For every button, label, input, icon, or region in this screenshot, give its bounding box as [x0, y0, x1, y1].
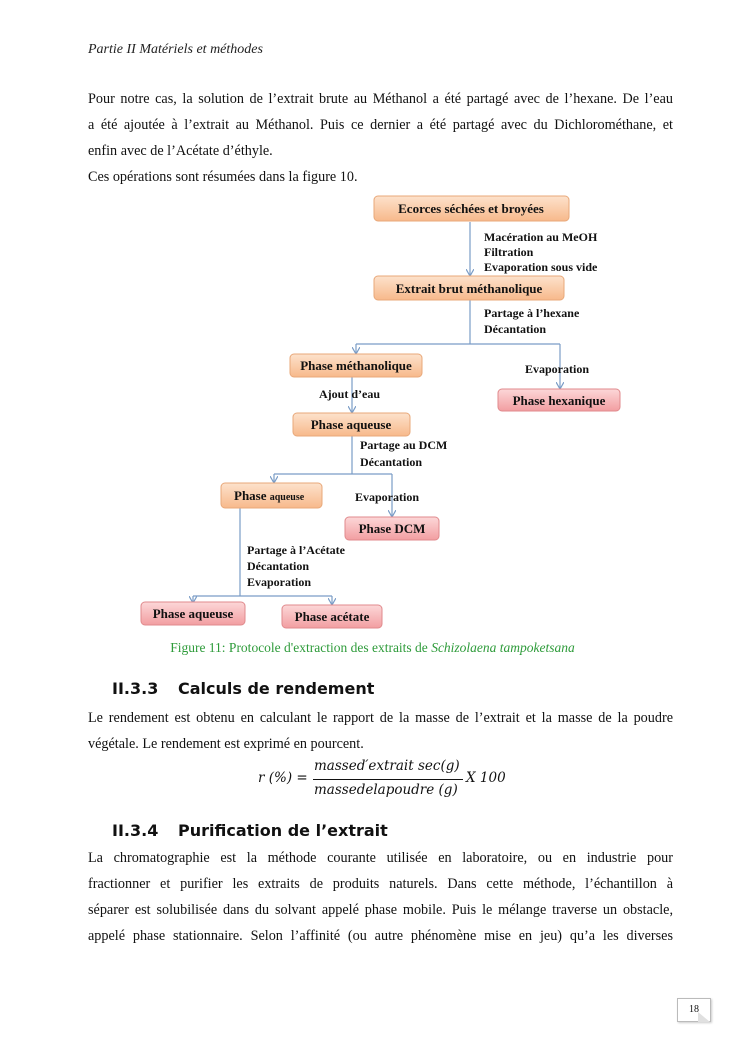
page-number: 18	[677, 998, 711, 1022]
box-phase-aqueuse-3	[141, 602, 245, 625]
label-partage-acetate: Partage à l’Acétate	[247, 543, 345, 557]
purification-line: séparer est solubilisée dans du solvant appelé phase mobile. Puis le mélange traverse un obstacle,	[88, 902, 673, 918]
box-phase-hexanique	[498, 389, 620, 411]
box-phase-aqueuse-2	[221, 483, 322, 508]
running-header: Partie II Matériels et méthodes	[88, 42, 263, 57]
label-maceration: Macération au MeOH	[484, 230, 598, 244]
page-fold-decoration	[698, 1012, 710, 1022]
box-ecorces-label: Ecorces séchées et broyées	[398, 201, 544, 216]
box-extrait-brut-label: Extrait brut méthanolique	[395, 281, 543, 296]
box-phase-methanolique	[290, 354, 422, 377]
rendement-line: végétale. Le rendement est exprimé en pourcent.	[88, 736, 364, 752]
intro-line: Ces opérations sont résumées dans la figure 10.	[88, 169, 358, 185]
purification-line: fractionner et purifier les extraits de produits naturels. Dans cette méthode, l’échantillon à	[88, 876, 673, 892]
box-ecorces	[374, 196, 569, 221]
intro-line: enfin avec de l’Acétate d’éthyle.	[88, 143, 273, 159]
label-evaporation-vide: Evaporation sous vide	[484, 260, 598, 274]
box-phase-acetate	[282, 605, 382, 628]
label-ajout-eau: Ajout d’eau	[319, 387, 381, 401]
box-phase-aqueuse-3-label: Phase aqueuse	[152, 606, 234, 621]
figure-caption-species: Schizolaena tampoketsana	[431, 640, 575, 655]
section-number: II.3.4	[112, 821, 159, 840]
section-title: Calculs de rendement	[178, 679, 375, 698]
rendement-formula	[0, 758, 745, 804]
box-phase-dcm	[345, 517, 439, 540]
formula-lhs: r (%) =	[258, 770, 308, 786]
label-decantation-3: Décantation	[247, 559, 309, 573]
purification-line: appelé phase stationnaire. Selon l’affinité (ou autre phénomène mise en jeu) qu’a les diverses	[88, 928, 673, 944]
intro-line: Pour notre cas, la solution de l’extrait brute au Méthanol a été partagé avec de l’hexane. De l’eau	[88, 91, 673, 107]
formula-denominator: massedelapoudre (g)	[314, 782, 458, 798]
section-number: II.3.3	[112, 679, 159, 698]
intro-line: a été ajoutée à l’extrait au Méthanol. Puis ce dernier a été partagé avec du Dichlorométhane, et	[88, 117, 673, 133]
intro-paragraph	[88, 86, 673, 190]
extraction-protocol-diagram	[0, 190, 745, 635]
box-phase-dcm-label: Phase DCM	[358, 521, 426, 536]
label-filtration: Filtration	[484, 245, 534, 259]
section-title: Purification de l’extrait	[178, 821, 388, 840]
section-heading-333	[112, 679, 374, 698]
box-phase-methanolique-label: Phase méthanolique	[300, 358, 412, 373]
fraction-bar	[313, 779, 463, 780]
formula-numerator: massed′extrait sec(g)	[314, 758, 460, 774]
label-evaporation-3: Evaporation	[247, 575, 312, 589]
purification-paragraph	[88, 845, 673, 949]
figure-caption-prefix: Figure 11: Protocole d'extraction des extraits de	[170, 640, 432, 655]
figure-caption	[0, 640, 745, 656]
section-heading-334	[112, 821, 388, 840]
rendement-paragraph	[88, 705, 673, 757]
purification-line: La chromatographie est la méthode courante utilisée en laboratoire, ou en industrie pour	[88, 850, 673, 866]
box-phase-aqueuse-1-label: Phase aqueuse	[310, 417, 392, 432]
box-phase-aqueuse-1	[293, 413, 410, 436]
box-phase-acetate-label: Phase acétate	[294, 609, 370, 624]
box-phase-hexanique-label: Phase hexanique	[512, 393, 606, 408]
label-partage-dcm: Partage au DCM	[360, 438, 448, 452]
box-extrait-brut	[374, 276, 564, 300]
label-decantation-2: Décantation	[360, 455, 422, 469]
label-evaporation-2: Evaporation	[355, 490, 420, 504]
label-partage-hexane: Partage à l’hexane	[484, 306, 580, 320]
label-decantation-1: Décantation	[484, 322, 546, 336]
label-evaporation-1: Evaporation	[525, 362, 590, 376]
rendement-line: Le rendement est obtenu en calculant le rapport de la masse de l’extrait et la masse de la poudre	[88, 710, 673, 726]
box-phase-aqueuse-2-label: Phase aqueuse	[234, 488, 305, 503]
formula-rhs: X 100	[466, 770, 506, 786]
